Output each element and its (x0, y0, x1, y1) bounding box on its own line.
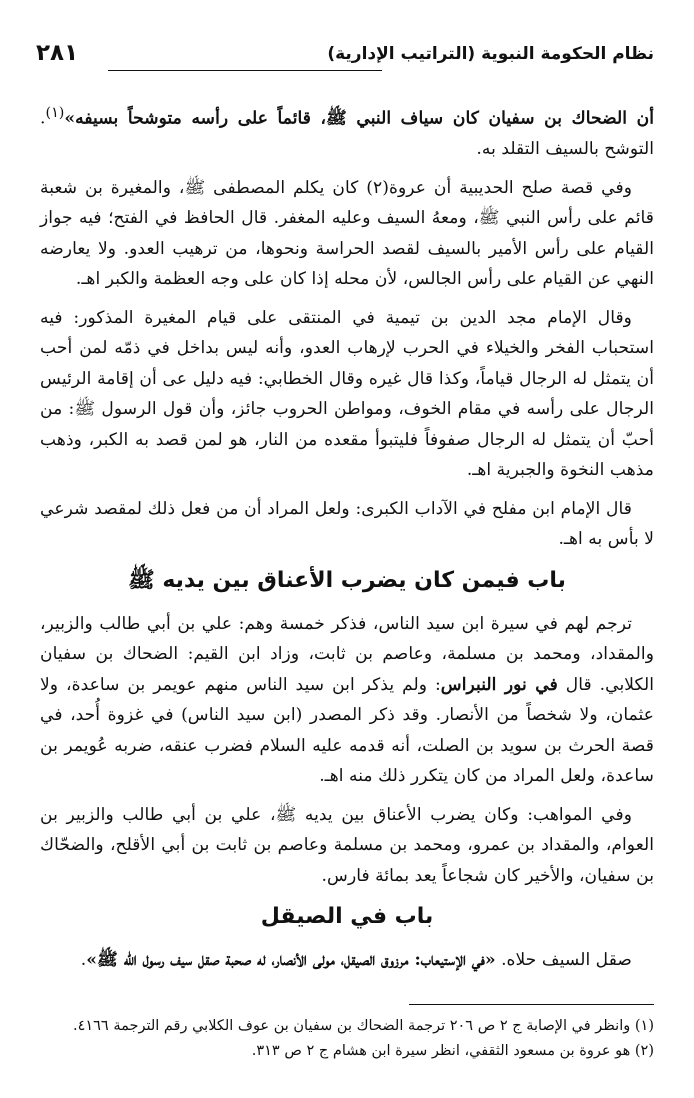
footnote-list (40, 1014, 654, 1064)
paragraph-5-start: ترجم لهم في سيرة ابن سيد الناس، فذكر خمسة وهم: علي بن أبي طالب والزبير، والمقداد، ومحمد بن مسلمة، وعاصم بن ثابت، وزاد ابن القيم: الضحاك بن سفيان الكلابي. قال (40, 613, 654, 695)
paragraph-1-rest: . التوشح بالسيف التقلد به. (40, 108, 654, 160)
footnote-1: (١) وانظر في الإصابة ج ٢ ص ٢٠٦ ترجمة الضحاك بن سفيان بن عوف الكلابي رقم الترجمة ٤١٦٦. (72, 1018, 654, 1034)
paragraph-7 (40, 945, 654, 976)
main-text (40, 98, 654, 984)
quote-bold: أن الضحاك بن سفيان كان سياف النبي ﷺ، قائماً على رأسه متوشحاً بسيفه» (64, 108, 654, 129)
footnote-2: (٢) هو عروة بن مسعود الثقفي، انظر سيرة ابن هشام ج ٢ ص ٣١٣. (251, 1043, 654, 1059)
paragraph-4: قال الإمام ابن مفلح في الآداب الكبرى: ولعل المراد أن من فعل ذلك لمقصد شرعي لا بأس به اهـ. (40, 498, 654, 550)
paragraph-5 (40, 609, 654, 792)
footnote-rule (409, 1004, 654, 1005)
paragraph-3: وقال الإمام مجد الدين بن تيمية في المنتقى على قيام المغيرة المذكور: فيه استحباب الفخر والخيلاء في الحرب لإرهاب العدو، وأنه ليس بداخل في ذمّه لمن أحب أن يتمثل له الرجال قياماً، وكذا قال غيره وقال الخطابي: فيه دليل عى أن إقامة الرئيس الرجال على رأسه في مقام الخوف، ومواطن الحروب جائز، وأن قول الرسول ﷺ: من أحبّ أن يتمثل له الرجال صفوفاً فليتبوأ مقعده من النار، هو لمن قصد به الكبر، وذهب مذهب النخوة والجبرية اهـ. (40, 307, 654, 481)
source-name-bold: في نور النبراس (440, 674, 558, 695)
paragraph-7-end: . (80, 950, 87, 971)
istiab-quote-bold: «في الإستيعاب: مرزوق الصيقل، مولى الأنصار، له صحبة صقل سيف رسول الله ﷺ» (86, 950, 496, 971)
section-heading-polisher: باب في الصيقل (260, 904, 434, 930)
footnote-ref-1: (١) (45, 105, 65, 121)
paragraph-2: وفي قصة صلح الحديبية أن عروة(٢) كان يكلم المصطفى ﷺ، والمغيرة بن شعبة قائم على رأس النبي ﷺ، ومعهُ السيف وعليه المغفر. قال الحافظ في الفتح؛ فيه جواز القيام على رأس الأمير بالسيف لقصد الحراسة ونحوها، من ترهيب العدو. ولا يعارضه النهي عن القيام على رأس الجالس، لأن محله إذا كان على وجه العظمة والكبر اهـ. (40, 177, 654, 290)
page-number: ٢٨١ (36, 40, 79, 66)
section-heading-executioners: باب فيمن كان يضرب الأعناق بين يديه ﷺ (128, 567, 566, 593)
page-header (36, 40, 654, 80)
paragraph-6: وفي المواهب: وكان يضرب الأعناق بين يديه ﷺ، علي بن أبي طالب والزبير بن العوام، والمقداد بن عمرو، ومحمد بن مسلمة وعاصم بن ثابت بن أبي الأقلح، والضحّاك بن سفيان، والأخير كان شجاعاً يعد بمائة فارس. (40, 804, 654, 886)
paragraph-1 (40, 98, 654, 165)
paragraph-7-start: صقل السيف حلاه. (495, 950, 632, 971)
paragraph-5-end: : ولم يذكر ابن سيد الناس منهم عويمر بن ساعدة، ولا عثمان، ولا شخصاً من الأنصار. وقد ذكر المصدر (ابن سيد الناس) في غزوة أُحد، في قصة الحرث بن سويد بن الصلت، أنه قدمه عليه السلام فضرب عنقه، ضربه عُويمر بن ساعدة، ولعل المراد من كان يتكرر ذلك منه اهـ. (40, 674, 654, 787)
running-title: نظام الحكومة النبوية (التراتيب الإدارية) (327, 44, 654, 64)
header-rule (108, 70, 382, 71)
